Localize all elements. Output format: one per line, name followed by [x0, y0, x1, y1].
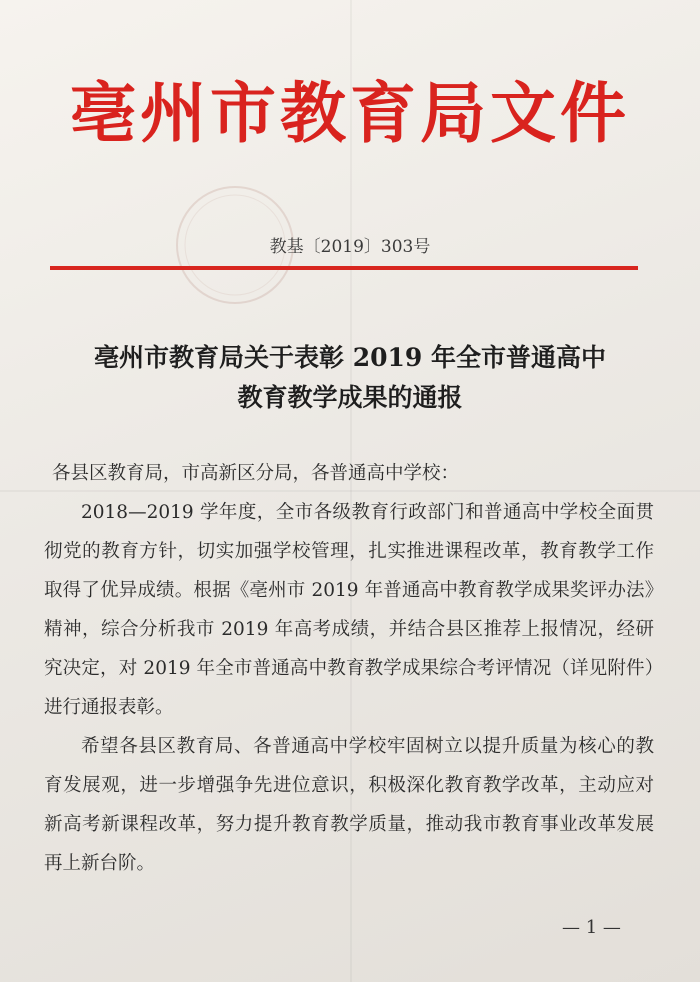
- salutation: 各县区教育局，市高新区分局，各普通高中学校：: [52, 463, 460, 484]
- notice-title-line1: 亳州市教育局关于表彰 2019 年全市普通高中: [94, 343, 606, 372]
- body-paragraph: 2018—2019 学年度，全市各级教育行政部门和普通高中学校全面贯彻党的教育方针，切实加强学校管理，扎实推进课程改革，教育教学工作取得了优异成绩。根据《亳州市 2019 年普通高中教育教学成果奖评办法》精神，综合分析我市 2019 年高考成绩，并结合县区推荐上报情况，经研究决定，对 2019 年全市普通高中教育教学成果综合考评情况（详见附件）进行通报表彰。: [44, 502, 654, 718]
- masthead-title: 亳州市教育局文件: [70, 74, 630, 152]
- red-divider-line: [50, 266, 638, 270]
- document-number: 教基〔2019〕303号: [269, 237, 431, 257]
- body-paragraph: 希望各县区教育局、各普通高中学校牢固树立以提升质量为核心的教育发展观，进一步增强争先进位意识，积极深化教育教学改革，主动应对新高考新课程改革，努力提升教育教学质量，推动我市教育事业改革发展再上新台阶。: [44, 736, 654, 874]
- page-number: — 1 —: [562, 917, 621, 938]
- notice-title-line2: 教育教学成果的通报: [237, 383, 463, 412]
- notice-body: [44, 454, 654, 883]
